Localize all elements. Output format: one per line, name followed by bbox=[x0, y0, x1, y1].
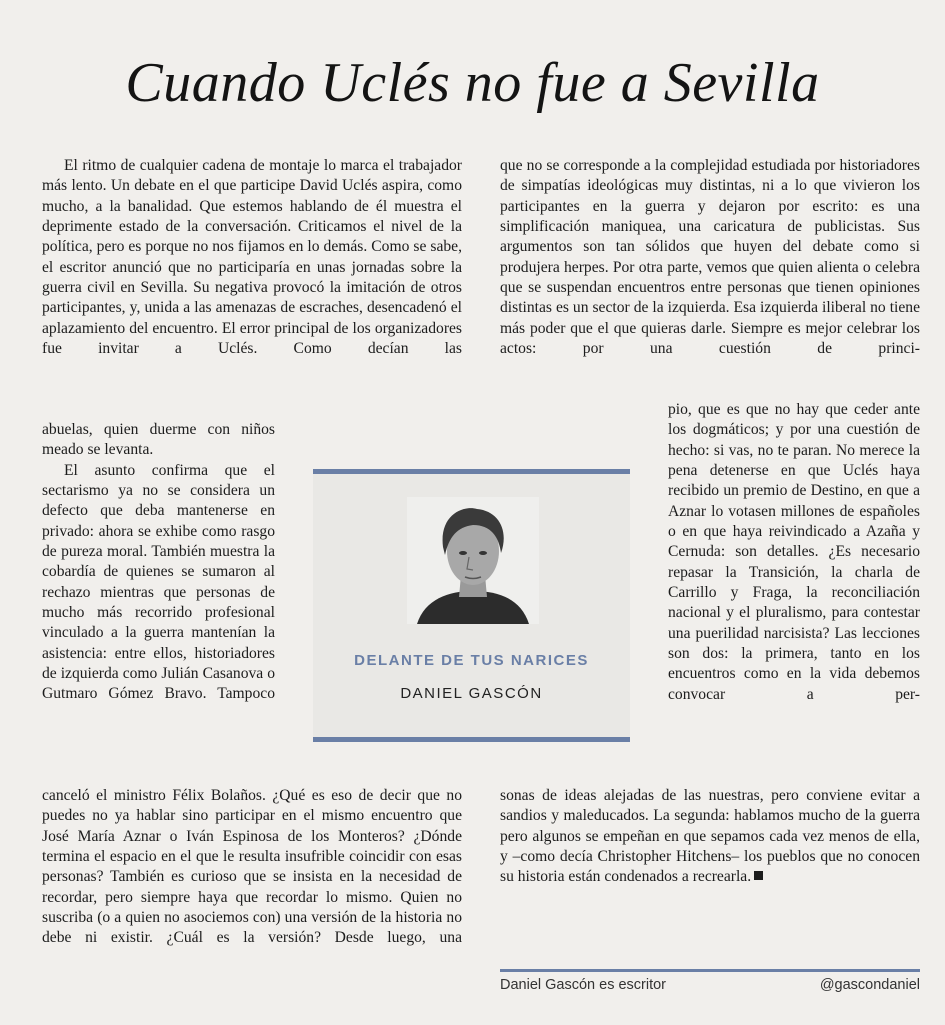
paragraph: canceló el ministro Félix Bolaños. ¿Qué es eso de decir que no puedes no ya hablar sino participar en el mismo encuentro que José María Aznar o Iván Espinosa de los Monteros? ¿Dónde termina el espacio en el que le resulta insufrible coincidir con esas personas? También es curioso que se insista en la necesidad de recordar, pero siempre haya que recordar lo mismo. Quien no suscriba (o a quien no asociemos con) una versión de la historia no debe ni existir. ¿Cuál es la versión? Desde luego, una bbox=[42, 787, 462, 947]
columnist-box bbox=[313, 469, 630, 742]
paragraph: que no se corresponde a la complejidad estudiada por historiadores de simpatías ideológicas muy distintas, ni a lo que vivieron los participantes en la guerra y dejaron por escrito: es una simplificación maniquea, una caricatura de publicistas. Sus argumentos son tan sólidos que huyen del debate como si produjera herpes. Por otra parte, vemos que quien alienta o celebra que se suspendan encuentros entre personas que tienen opiniones distintas es un sector de la izquierda. Esa izquierda iliberal no tiene más poder que el que quieras darle. Siempre es mejor celebrar los actos: por una cuestión de princi- bbox=[500, 157, 920, 358]
column-2-narrow bbox=[668, 400, 920, 705]
author-handle: @gascondaniel bbox=[819, 977, 920, 993]
end-of-article-mark bbox=[754, 871, 763, 880]
footer-rule bbox=[500, 969, 920, 972]
paragraph: abuelas, quien duerme con niños meado se levanta. bbox=[42, 421, 275, 459]
paragraph: El asunto confirma que el sectarismo ya no se considera un defecto que deba mantenerse en privado: ahora se exhibe como rasgo de pureza moral. También muestra la cobardía de quienes se sumaron al rechazo mientras que personas de mucho más recorrido profesional vinculado a la guerra mantenían la asistencia: entre ellos, historiadores de izquierda como Julián Casanova o Gutmaro Gómez Bravo. Tampoco bbox=[42, 461, 275, 703]
box-bottom-rule bbox=[313, 737, 630, 742]
author-photo bbox=[407, 497, 539, 624]
column-section-label: DELANTE DE TUS NARICES bbox=[354, 652, 589, 669]
paragraph-text: sonas de ideas alejadas de las nuestras, pero conviene evitar a sandios y maleducados. La segunda: hablamos mucho de la guerra pero algunos se empeñan en que sepamos cada vez menos de ella, y –como decía Christopher Hitchens– los pueblos que no conocen su historia están condenados a recrearla. bbox=[500, 787, 920, 886]
column-1-bottom bbox=[42, 786, 462, 949]
box-top-rule bbox=[313, 469, 630, 474]
author-portrait-image bbox=[407, 497, 539, 624]
author-bio: Daniel Gascón es escritor bbox=[500, 977, 667, 993]
paragraph: El ritmo de cualquier cadena de montaje lo marca el trabajador más lento. Un debate en el que participe David Uclés aspira, como mucho, a la banalidad. Que estemos hablando de él muestra el deprimente estado de la conversación. Criticamos el nivel de la política, pero es porque no nos fijamos en lo demás. Como se sabe, el escritor anunció que no participaría en unas jornadas sobre la guerra civil en Sevilla. Su negativa provocó la imitación de otros participantes, y, unida a las amenazas de escraches, desencadenó el aplazamiento del encuentro. El error principal de los organizadores fue invitar a Uclés. Como decían las bbox=[42, 157, 462, 358]
paragraph bbox=[500, 786, 920, 888]
column-1-top bbox=[42, 156, 462, 359]
column-2-top bbox=[500, 156, 920, 359]
author-name: DANIEL GASCÓN bbox=[400, 685, 543, 702]
column-2-bottom bbox=[500, 786, 920, 888]
article-title: Cuando Uclés no fue a Sevilla bbox=[125, 52, 820, 114]
column-1-narrow bbox=[42, 420, 275, 705]
paragraph: pio, que es que no hay que ceder ante los dogmáticos; y por una cuestión de hecho: si vas, no te paran. No merece la pena detenerse en que Uclés haya recibido un premio de Destino, en que a Aznar lo votasen millones de españoles o en que haya reivindicado a Azaña y Cernuda: son detalles. ¿Es necesario repasar la Transición, la charla de Carrillo y Fraga, la reconciliación nacional y el pluralismo, para contestar una puerilidad narcisista? Las lecciones son dos: la primera, tanto en los encuentros como en la vida debemos convocar a per- bbox=[668, 401, 920, 703]
